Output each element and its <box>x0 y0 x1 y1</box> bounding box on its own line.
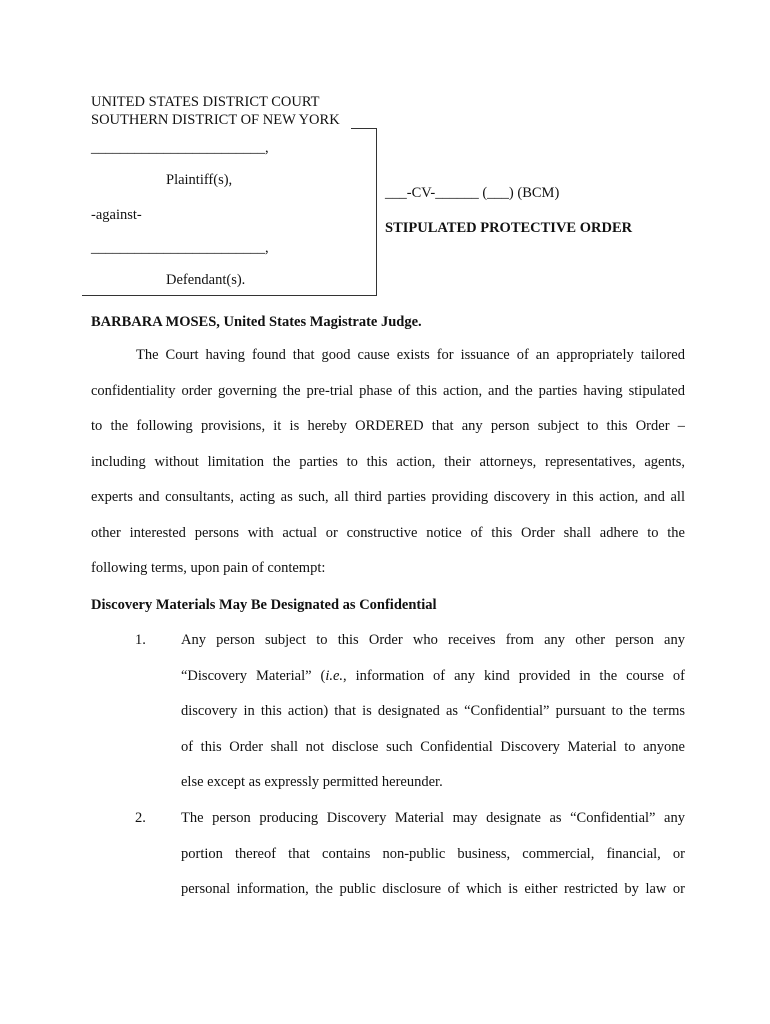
intro-line: including without limitation the parties to this action, their attorneys, representatives, agents, <box>91 454 685 470</box>
item-number: 1. <box>135 632 146 648</box>
item-line: Any person subject to this Order who receives from any other person any <box>181 632 685 648</box>
intro-line: The Court having found that good cause exists for issuance of an appropriately tailored <box>136 347 685 363</box>
defendant-name-blank: ________________________, <box>91 240 269 256</box>
plaintiff-name-blank: ________________________, <box>91 140 269 156</box>
defendant-label: Defendant(s). <box>166 272 246 288</box>
item-line: of this Order shall not disclose such Confidential Discovery Material to anyone <box>181 739 685 755</box>
intro-line: following terms, upon pain of contempt: <box>91 560 326 576</box>
intro-line: confidentiality order governing the pre-trial phase of this action, and the parties having stipulated <box>91 383 685 399</box>
italic-ie: i.e. <box>325 668 344 684</box>
intro-line: to the following provisions, it is hereby ORDERED that any person subject to this Order – <box>91 418 685 434</box>
item-line: else except as expressly permitted hereunder. <box>181 774 443 790</box>
item-line: discovery in this action) that is designated as “Confidential” pursuant to the terms <box>181 703 685 719</box>
item-line: “Discovery Material” (i.e., information of any kind provided in the course of <box>181 668 685 684</box>
item-line: personal information, the public disclosure of which is either restricted by law or <box>181 881 685 897</box>
court-name-line-2: SOUTHERN DISTRICT OF NEW YORK <box>91 112 340 128</box>
item-line: portion thereof that contains non-public business, commercial, financial, or <box>181 846 685 862</box>
court-name-line-1: UNITED STATES DISTRICT COURT <box>91 94 320 110</box>
plaintiff-label: Plaintiff(s), <box>166 172 233 188</box>
case-number: ___-CV-______ (___) (BCM) <box>385 185 560 201</box>
intro-line: experts and consultants, acting as such, all third parties providing discovery in this action, and all <box>91 489 685 505</box>
item-line: The person producing Discovery Material may designate as “Confidential” any <box>181 810 685 826</box>
section-heading: Discovery Materials May Be Designated as Confidential <box>91 597 437 613</box>
document-title: STIPULATED PROTECTIVE ORDER <box>385 220 633 236</box>
judge-line: BARBARA MOSES, United States Magistrate Judge. <box>91 314 422 330</box>
item-number: 2. <box>135 810 146 826</box>
intro-line: other interested persons with actual or constructive notice of this Order shall adhere to the <box>91 525 685 541</box>
against-label: -against- <box>91 207 142 223</box>
